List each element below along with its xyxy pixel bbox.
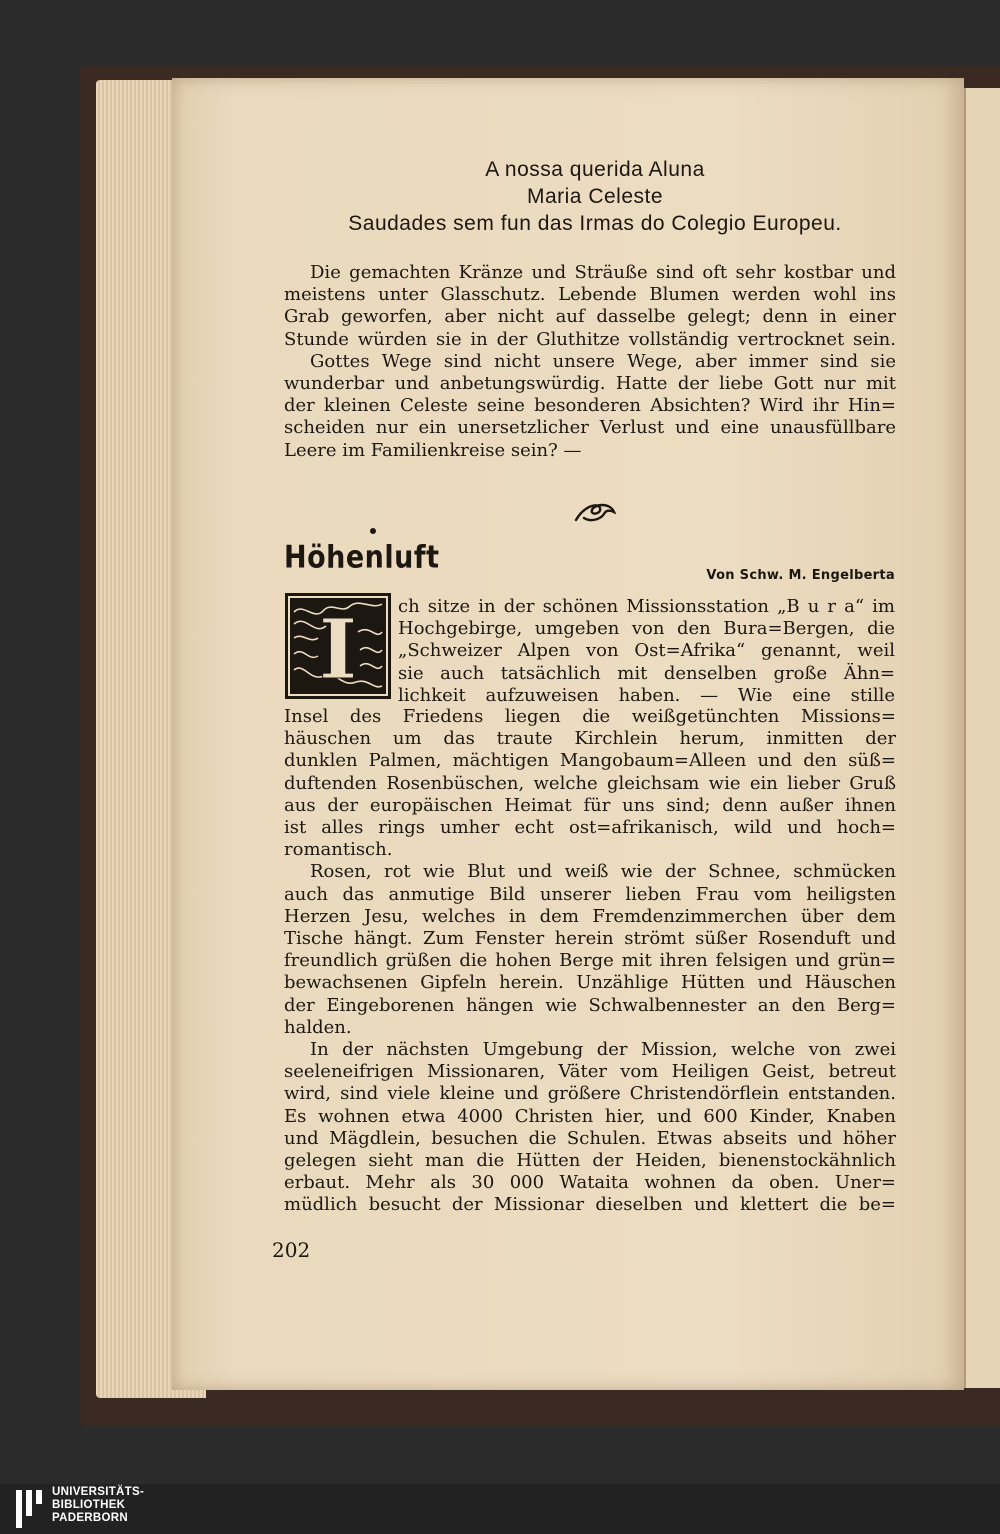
text-line: sie auch tatsächlich mit denselben große Ähn= <box>398 662 895 684</box>
text-line: häuschen um das traute Kirchlein herum, inmitten der <box>284 728 896 750</box>
article-title: Höhenluft <box>284 540 440 576</box>
text-line: Leere im Familienkreise sein? — <box>284 439 582 461</box>
library-name <box>52 1486 144 1525</box>
text-line: seeleneifrigen Missionaren, Väter vom Heiligen Geist, betreut <box>284 1061 896 1083</box>
text-line: Herzen Jesu, welches in dem Fremdenzimmerchen über dem <box>284 905 896 927</box>
text-line: freundlich grüßen die hohen Berge mit ihren felsigen und grün= <box>284 950 896 972</box>
library-name-line: BIBLIOTHEK <box>52 1499 126 1511</box>
article-byline: Von Schw. M. Engelberta <box>706 568 895 583</box>
text-line: der kleinen Celeste seine besonderen Absichten? Wird ihr Hin= <box>284 395 896 417</box>
text-line: Rosen, rot wie Blut und weiß wie der Schnee, schmücken <box>310 861 896 883</box>
text-line: romantisch. <box>284 839 393 861</box>
dedication <box>300 156 890 237</box>
text-line: Es wohnen etwa 4000 Christen hier, und 600 Kinder, Knaben <box>284 1105 896 1127</box>
text-line: duftenden Rosenbüschen, welche gleichsam wie ein lieber Gruß <box>284 772 896 794</box>
footer-bar <box>0 1484 1000 1534</box>
text-line: aus der europäischen Heimat für uns sind; denn außer ihnen <box>284 794 896 816</box>
text-line: ch sitze in der schönen Missionsstation „B u r a“ im <box>398 596 895 617</box>
text-line: Stunde würden sie in der Gluthitze vollständig vertrocknet sein. <box>284 328 896 350</box>
text-line: ist alles rings umher echt ost=afrikanisch, wild und hoch= <box>284 817 896 839</box>
section-ornament-icon <box>570 498 620 526</box>
text-line: scheiden nur ein unersetzlicher Verlust und eine unausfüllbare <box>284 417 896 439</box>
text-line: erbaut. Mehr als 30 000 Wataita wohnen da oben. Uner= <box>284 1172 896 1194</box>
text-line: bewachsenen Gipfeln herein. Unzählige Hütten und Häuschen <box>284 972 896 994</box>
text-line: wunderbar und anbetungswürdig. Hatte der liebe Gott nur mit <box>284 373 896 395</box>
dedication-line: Saudades sem fun das Irmas do Colegio Europeu. <box>348 212 842 235</box>
text-line: meistens unter Glasschutz. Lebende Blumen werden wohl ins <box>284 284 896 306</box>
text-line: Die gemachten Kränze und Sträuße sind oft sehr kostbar und <box>310 262 896 283</box>
text-line: Tische hängt. Zum Fenster herein strömt süßer Rosenduft und <box>284 928 896 950</box>
text-line: Grab geworfen, aber nicht auf dasselbe gelegt; denn in einer <box>284 306 896 328</box>
dedication-line: A nossa querida Aluna <box>485 158 705 181</box>
text-line: gelegen sieht man die Hütten der Heiden, bienenstockähnlich <box>284 1150 896 1172</box>
text-line: und Mägdlein, besuchen die Schulen. Etwas abseits und höher <box>284 1127 896 1149</box>
text-line: lichkeit aufzuweisen haben. — Wie eine stille <box>398 684 895 706</box>
text-line: der Eingeborenen hängen wie Schwalbennester an den Berg= <box>284 994 896 1016</box>
dedication-line: Maria Celeste <box>526 185 664 208</box>
text-line: halden. <box>284 1016 352 1038</box>
text-line: Hochgebirge, umgeben von den Bura=Bergen, die <box>398 618 895 640</box>
library-logo-icon <box>14 1488 44 1530</box>
ink-dot <box>370 528 376 534</box>
library-name-line: UNIVERSITÄTS- <box>52 1486 145 1498</box>
article-body <box>284 706 896 1217</box>
text-line: auch das anmutige Bild unserer lieben Frau vom heiligsten <box>284 883 896 905</box>
article-opening-lines <box>398 596 895 707</box>
initial-letter: I <box>318 602 358 698</box>
page-number: 202 <box>272 1238 311 1262</box>
library-name-line: PADERBORN <box>52 1512 128 1524</box>
text-line: müdlich besucht der Missionar dieselben und klettert die be= <box>284 1194 896 1216</box>
text-line: Gottes Wege sind nicht unsere Wege, aber immer sind sie <box>310 350 896 372</box>
text-line: Insel des Friedens liegen die weißgetünchten Missions= <box>284 706 896 727</box>
adjacent-page-edge <box>964 88 1000 1388</box>
text-line: wird, sind viele kleine und größere Christendörflein entstanden. <box>284 1083 896 1105</box>
closing-paragraph <box>284 262 896 462</box>
text-line: In der nächsten Umgebung der Mission, welche von zwei <box>310 1039 896 1061</box>
text-line: dunklen Palmen, mächtigen Mangobaum=Alleen und den süß= <box>284 750 896 772</box>
decorated-initial-icon <box>284 592 392 700</box>
text-line: „Schweizer Alpen von Ost=Afrika“ genannt, weil <box>398 640 895 662</box>
